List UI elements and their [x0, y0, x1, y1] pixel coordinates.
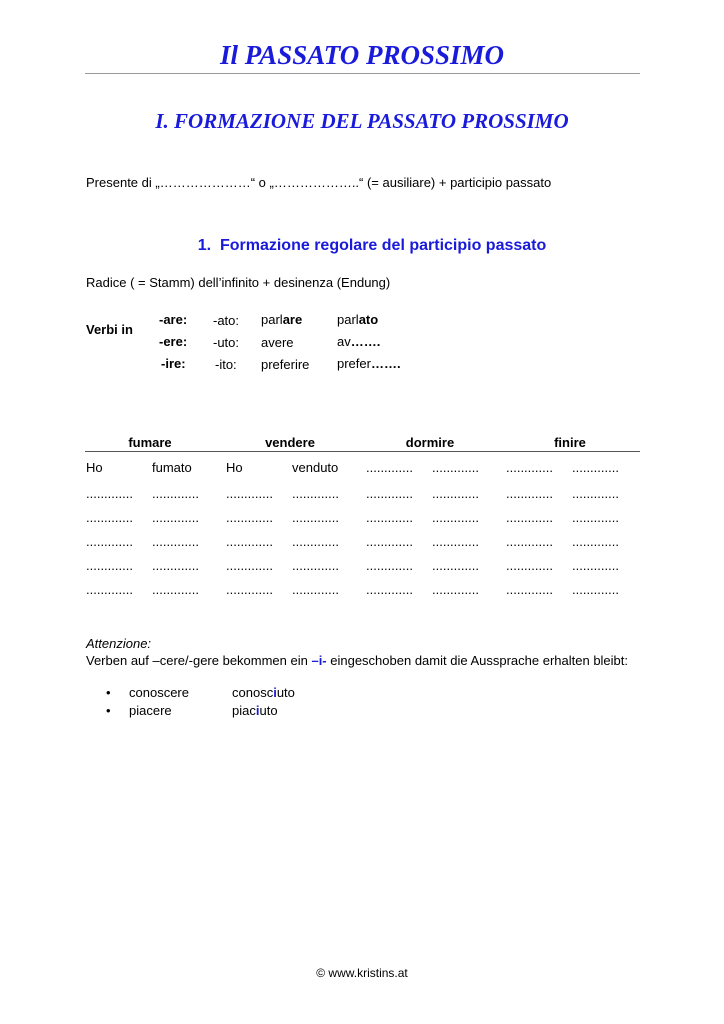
table-cell: ............. — [432, 534, 479, 549]
table-cell: ............. — [292, 534, 339, 549]
table-header-dormire: dormire — [405, 435, 455, 450]
table-cell: ............. — [226, 486, 273, 501]
table-cell: ............. — [86, 558, 133, 573]
radice-line: Radice ( = Stamm) dell’infinito + desinenza (Endung) — [86, 275, 391, 290]
table-cell: ............. — [226, 558, 273, 573]
table-cell: ............. — [366, 582, 413, 597]
table-header-fumare: fumare — [128, 435, 172, 450]
table-cell: ............. — [226, 534, 273, 549]
table-cell: ............. — [432, 510, 479, 525]
table-cell: ............. — [432, 582, 479, 597]
bullet-icon: • — [106, 703, 111, 718]
section-heading: I. FORMAZIONE DEL PASSATO PROSSIMO — [155, 109, 569, 133]
table-cell: ............. — [292, 582, 339, 597]
example-infinitive: conoscere — [129, 685, 189, 700]
attention-label: Attenzione: — [86, 636, 152, 651]
table-header-finire: finire — [554, 435, 586, 450]
example-avere: avere — [261, 335, 294, 350]
inserted-i-highlight: –i- — [311, 653, 327, 668]
table-cell: ............. — [226, 510, 273, 525]
table-cell: ............. — [226, 582, 273, 597]
table-cell: ............. — [86, 582, 133, 597]
table-cell: ............. — [292, 510, 339, 525]
table-cell: ............. — [366, 534, 413, 549]
participle-parlato: parlato — [337, 312, 379, 327]
table-cell: ............. — [572, 534, 619, 549]
table-cell: ............. — [506, 460, 553, 475]
table-cell: ............. — [506, 534, 553, 549]
table-cell: ............. — [366, 460, 413, 475]
example-preferire: preferire — [261, 357, 310, 372]
table-cell: ............. — [366, 558, 413, 573]
participle-av: av……. — [337, 334, 381, 349]
subsection-number: 1. — [197, 237, 212, 254]
ending-uto: -uto: — [213, 335, 240, 350]
table-cell: ............. — [572, 582, 619, 597]
suffix-are: -are: — [159, 312, 188, 327]
table-cell: ............. — [152, 534, 199, 549]
table-cell: ............. — [152, 582, 199, 597]
footer-copyright: © www.kristins.at — [316, 966, 408, 980]
table-cell: ............. — [292, 486, 339, 501]
table-cell: ............. — [86, 534, 133, 549]
suffix-ere: -ere: — [159, 334, 188, 349]
table-cell: ............. — [152, 510, 199, 525]
example-participle: piaciuto — [232, 703, 278, 718]
table-cell: ............. — [432, 486, 479, 501]
table-cell: ............. — [572, 510, 619, 525]
table-cell: ............. — [506, 486, 553, 501]
bullet-icon: • — [106, 685, 111, 700]
table-header-vendere: vendere — [265, 435, 315, 450]
table-cell: fumato — [152, 460, 192, 475]
formula-line: Presente di „…………………“ o „………………..“ (= ausiliare) + participio passato — [86, 175, 552, 190]
title-divider — [85, 73, 640, 74]
example-infinitive: piacere — [129, 703, 172, 718]
table-cell: Ho — [226, 460, 243, 475]
table-cell: ............. — [152, 558, 199, 573]
table-cell: ............. — [366, 486, 413, 501]
subsection-title: Formazione regolare del participio passato — [219, 237, 547, 254]
page-title: Il PASSATO PROSSIMO — [219, 40, 505, 70]
table-cell: ............. — [366, 510, 413, 525]
suffix-ire: -ire: — [161, 356, 186, 371]
table-cell: ............. — [506, 510, 553, 525]
subsection-heading — [0, 237, 724, 255]
table-cell: ............. — [572, 460, 619, 475]
table-cell: ............. — [432, 558, 479, 573]
ending-ito: -ito: — [215, 357, 237, 372]
attention-text: Verben auf –cere/-gere bekommen ein –i- eingeschoben damit die Aussprache erhalten bleibt: — [86, 653, 629, 668]
table-cell: ............. — [572, 486, 619, 501]
table-cell: Ho — [86, 460, 103, 475]
table-cell: ............. — [86, 486, 133, 501]
table-cell: ............. — [432, 460, 479, 475]
ending-ato: -ato: — [213, 313, 240, 328]
table-cell: ............. — [86, 510, 133, 525]
example-participle: conosciuto — [232, 685, 295, 700]
table-cell: ............. — [152, 486, 199, 501]
table-cell: venduto — [292, 460, 339, 475]
participle-prefer: prefer……. — [337, 356, 401, 371]
table-cell: ............. — [506, 582, 553, 597]
table-cell: ............. — [292, 558, 339, 573]
table-cell: ............. — [506, 558, 553, 573]
table-divider — [85, 451, 640, 452]
example-parlare: parlare — [261, 312, 303, 327]
table-cell: ............. — [572, 558, 619, 573]
verbi-label: Verbi in — [86, 322, 133, 337]
